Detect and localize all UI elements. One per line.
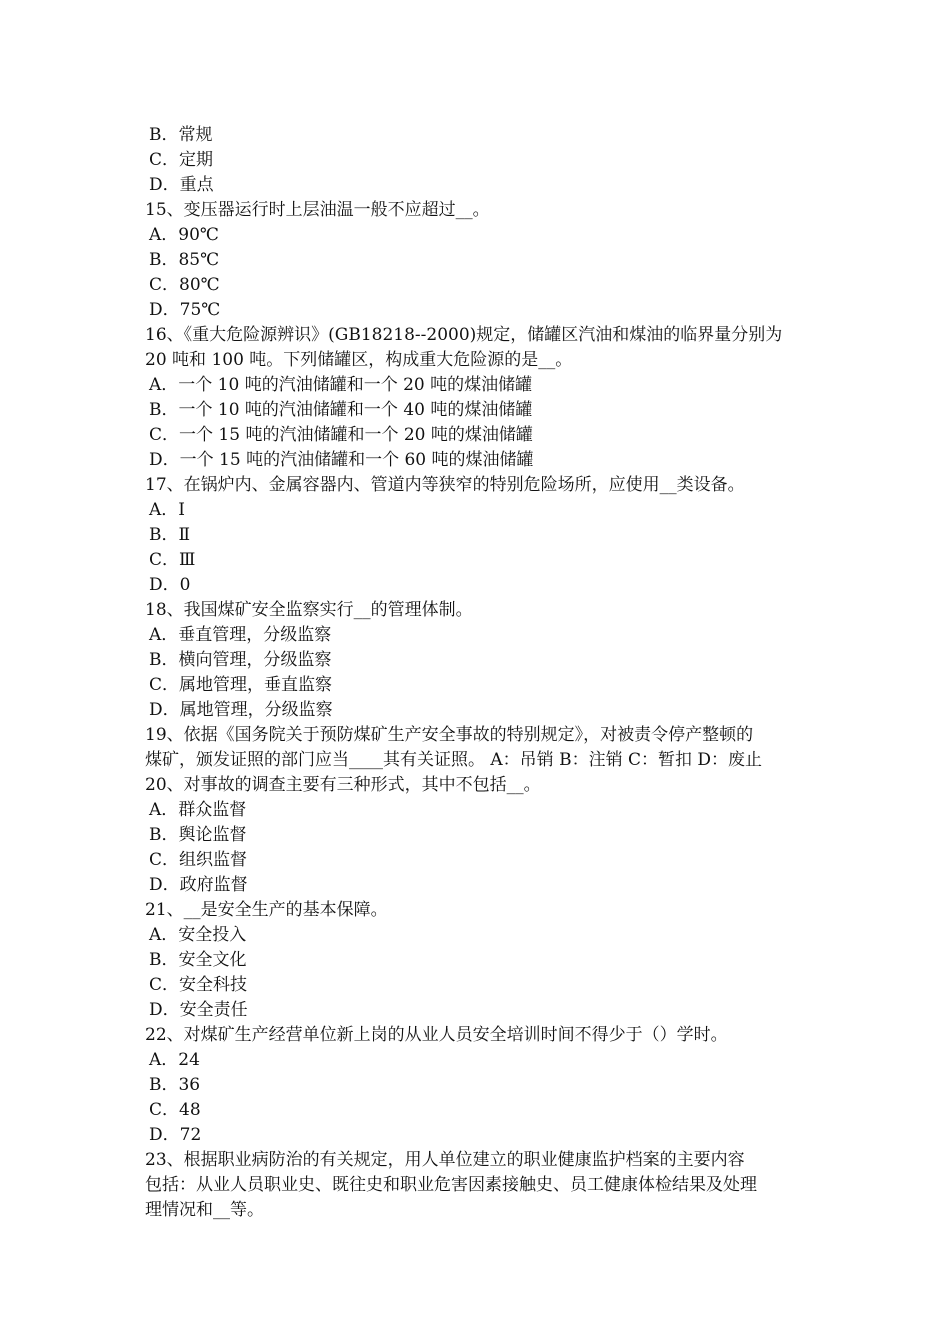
answer-option: B．85℃ (149, 250, 220, 270)
answer-option: A．90℃ (149, 225, 219, 245)
question-text: 18、我国煤矿安全监察实行__的管理体制。 (145, 600, 473, 620)
question-text: 包括：从业人员职业史、既往史和职业危害因素接触史、员工健康体检结果及处理 (145, 1175, 757, 1195)
answer-option: B．Ⅱ (149, 525, 191, 545)
answer-option: D．0 (149, 575, 191, 595)
answer-option: A．安全投入 (149, 925, 247, 945)
answer-option: A．垂直管理，分级监察 (149, 625, 332, 645)
question-text: 16、《重大危险源辨识》(GB18218--2000)规定，储罐区汽油和煤油的临界量分别为 (145, 325, 783, 345)
answer-option: B．横向管理，分级监察 (149, 650, 332, 670)
answer-option: C．属地管理，垂直监察 (149, 675, 333, 695)
answer-option: C．组织监督 (149, 850, 248, 870)
answer-option: B．常规 (149, 125, 213, 145)
answer-option: D．属地管理，分级监察 (149, 700, 333, 720)
question-text: 理情况和__等。 (145, 1200, 264, 1220)
question-text: 19、依据《国务院关于预防煤矿生产安全事故的特别规定》，对被责令停产整顿的 (145, 725, 754, 745)
answer-option: C．安全科技 (149, 975, 248, 995)
question-text: 煤矿，颁发证照的部门应当____其有关证照。 A：吊销 B：注销 C：暂扣 D：废止 (145, 750, 763, 770)
answer-option: D．重点 (149, 175, 214, 195)
question-text: 17、在锅炉内、金属容器内、管道内等狭窄的特别危险场所，应使用__类设备。 (145, 475, 745, 495)
answer-option: D．安全责任 (149, 1000, 248, 1020)
answer-option: C．48 (149, 1100, 201, 1120)
answer-option: A．一个 10 吨的汽油储罐和一个 20 吨的煤油储罐 (149, 375, 533, 395)
answer-option: A．Ⅰ (149, 500, 185, 520)
answer-option: D．政府监督 (149, 875, 248, 895)
question-text: 21、__是安全生产的基本保障。 (145, 900, 388, 920)
answer-option: C．一个 15 吨的汽油储罐和一个 20 吨的煤油储罐 (149, 425, 533, 445)
answer-option: C．Ⅲ (149, 550, 196, 570)
answer-option: B．36 (149, 1075, 201, 1095)
answer-option: B．一个 10 吨的汽油储罐和一个 40 吨的煤油储罐 (149, 400, 533, 420)
answer-option: A．24 (149, 1050, 200, 1070)
answer-option: D．一个 15 吨的汽油储罐和一个 60 吨的煤油储罐 (149, 450, 534, 470)
question-text: 20、对事故的调查主要有三种形式，其中不包括__。 (145, 775, 541, 795)
answer-option: C．定期 (149, 150, 214, 170)
answer-option: B．舆论监督 (149, 825, 247, 845)
answer-option: C．80℃ (149, 275, 220, 295)
question-text: 23、根据职业病防治的有关规定，用人单位建立的职业健康监护档案的主要内容 (145, 1150, 745, 1170)
answer-option: D．72 (149, 1125, 202, 1145)
answer-option: A．群众监督 (149, 800, 247, 820)
answer-option: D．75℃ (149, 300, 221, 320)
answer-option: B．安全文化 (149, 950, 247, 970)
question-text: 15、变压器运行时上层油温一般不应超过__。 (145, 200, 490, 220)
question-text: 22、对煤矿生产经营单位新上岗的从业人员安全培训时间不得少于（）学时。 (145, 1025, 728, 1045)
document-page (145, 123, 810, 1223)
question-text: 20 吨和 100 吨。下列储罐区，构成重大危险源的是__。 (145, 350, 573, 370)
